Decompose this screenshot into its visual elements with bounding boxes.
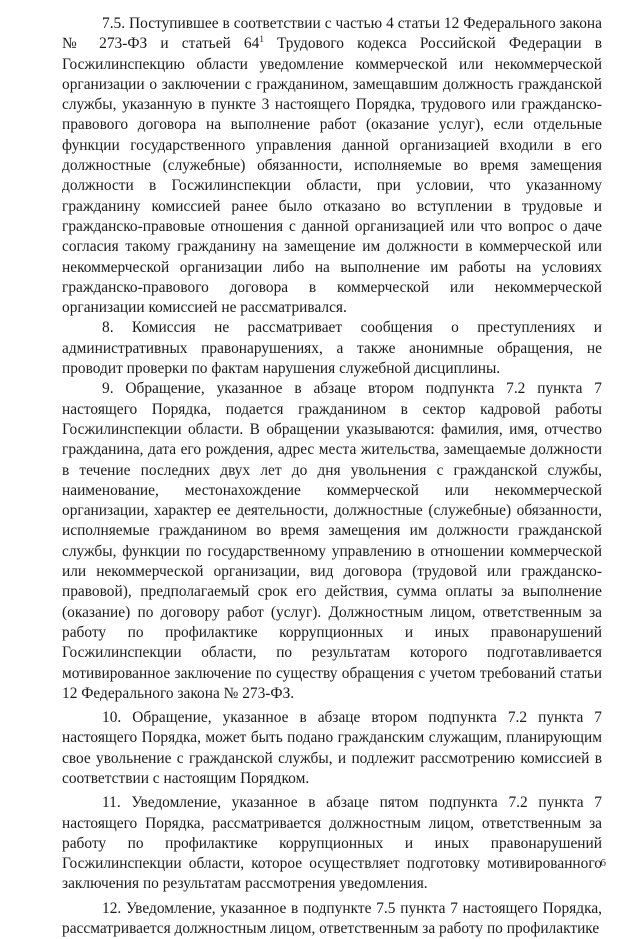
- document-body: [62, 14, 602, 939]
- paragraph-8: 8. Комиссия не рассматривает сообщения о преступлениях и административных правонарушениях, а также анонимные обращения, не проводит проверки по фактам нарушения служебной дисциплины.: [62, 319, 602, 378]
- page-number: 6: [600, 857, 606, 869]
- paragraph-9: 9. Обращение, указанное в абзаце втором подпункта 7.2 пункта 7 настоящего Порядка, подается гражданином в сектор кадровой работы Госжилинспекции области. В обращении указываются: фамилия, имя, отчество гражданина, дата его рождения, адрес места жительства, замещаемые должности в течение последних двух лет до дня увольнения с гражданской службы, наименование, местонахождение коммерческой или некоммерческой организации, характер ее деятельности, должностные (служебные) обязанности, исполняемые гражданином во время замещения им должности гражданской службы, функции по государственному управлению в отношении коммерческой или некоммерческой организации, вид договора (трудовой или гражданско-правовой), предполагаемый срок его действия, сумма оплаты за выполнение (оказание) по договору работ (услуг). Должностным лицом, ответственным за работу по профилактике коррупционных и иных правонарушений Госжилинспекции области, по результатам которого подготавливается мотивированное заключение по существу обращения с учетом требований статьи 12 Федерального закона № 273-ФЗ.: [62, 380, 602, 702]
- paragraph-11: 11. Уведомление, указанное в абзаце пятом подпункта 7.2 пункта 7 настоящего Порядка, рассматривается должностным лицом, ответственным за работу по профилактике коррупционных и иных правонарушений Госжилинспекции области, которое осуществляет подготовку мотивированного заключения по результатам рассмотрения уведомления.: [62, 794, 602, 893]
- footnote-superscript: 1: [259, 34, 264, 45]
- paragraph-10: 10. Обращение, указанное в абзаце втором подпункта 7.2 пункта 7 настоящего Порядка, может быть подано гражданским служащим, планирующим свое увольнение с гражданской службы, и подлежит рассмотрению комиссией в соответствии с настоящим Порядком.: [62, 709, 602, 787]
- paragraph-7-5-text-start: 7.5. Поступившее в соответствии с частью 4 статьи 12 Федерального закона № 273-ФЗ и статьей 64: [62, 15, 602, 53]
- paragraph-7-5-text-end: Трудового кодекса Российской Федерации в Госжилинспекцию области уведомление коммерческой или некоммерческой организации о заключении с гражданином, замещавшим должность гражданской службы, указанную в пункте 3 настоящего Порядка, трудового или гражданско-правового договора на выполнение работ (оказание услуг), если отдельные функции государственного управления данной организацией входили в его должностные (служебные) обязанности, исполняемые во время замещения должности в Госжилинспекции области, при условии, что указанному гражданину комиссией ранее было отказано во вступлении в трудовые и гражданско-правовые отношения с данной организацией или что вопрос о даче согласия такому гражданину на замещение им должности в коммерческой или некоммерческой организации либо на выполнение им работы на условиях гражданско-правового договора в коммерческой или некоммерческой организации комиссией не рассматривался.: [62, 35, 602, 317]
- paragraph-12: 12. Уведомление, указанное в подпункте 7.5 пункта 7 настоящего Порядка, рассматривается должностным лицом, ответственным за работу по профилактике: [62, 899, 602, 938]
- paragraph-7-5: [62, 14, 602, 318]
